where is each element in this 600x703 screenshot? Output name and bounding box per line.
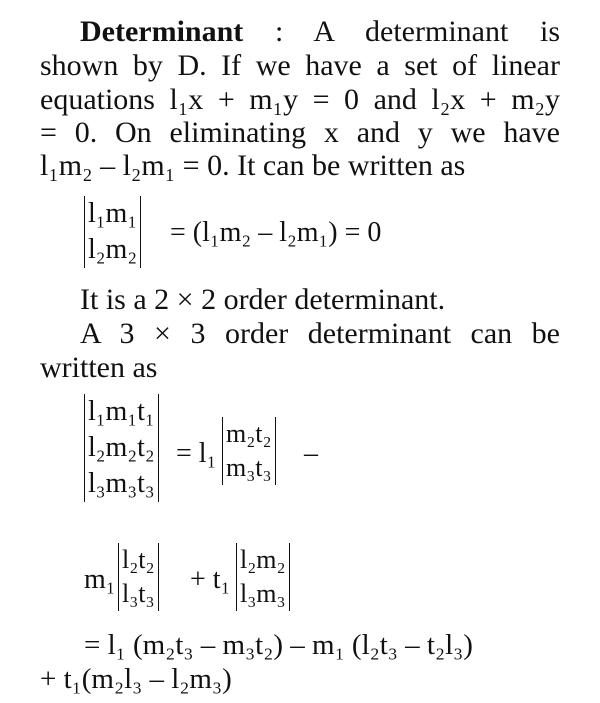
plus-t1: + t₁: [190, 564, 231, 595]
definition-line-3: equations l₁x + m₁y = 0 and l₂x + m₂y: [40, 83, 560, 116]
determinant-heading: Determinant: [80, 15, 244, 48]
order-2-statement: It is a 2 × 2 order determinant.: [80, 283, 446, 316]
minor-3-row-1: l₂m₂: [240, 545, 286, 574]
det3-row-2: l₂m₂t₂: [88, 432, 155, 463]
det3-row-3: l₃m₃t₃: [88, 468, 155, 499]
definition-text: A determinant is: [313, 15, 560, 48]
definition-line-5: l₁m₂ – l₂m₁ = 0. It can be written as: [40, 149, 466, 182]
coefficient-m1: m₁: [84, 564, 116, 595]
determinant-2x2: [84, 196, 141, 268]
det2-row-2: l₂m₂: [88, 234, 138, 265]
order-3-statement-end: written as: [40, 351, 158, 384]
minor-1: [222, 417, 276, 485]
definition-line-2: shown by D. If we have a set of linear: [40, 49, 560, 82]
expansion-result-line-1: = l₁ (m₂t₃ – m₃t₂) – m₁ (l₂t₃ – t₂l₃): [84, 629, 473, 661]
minor-2-row-2: l₃t₃: [122, 579, 155, 608]
minor-1-row-1: m₂t₂: [226, 419, 272, 448]
heading-colon: :: [243, 15, 314, 48]
minor-2: [118, 543, 159, 611]
det2-row-1: l₁m₁: [88, 198, 138, 229]
minor-1-row-2: m₃t₃: [226, 453, 272, 482]
order-3-statement: A 3 × 3 order determinant can be: [80, 317, 560, 350]
minus-sign: –: [304, 438, 318, 469]
det3-row-1: l₁m₁t₁: [88, 396, 155, 427]
minor-2-row-1: l₂t₂: [122, 545, 155, 574]
expansion-result-line-2: + t₁(m₂l₃ – l₂m₃): [40, 663, 232, 695]
det3-equals-l1: = l₁: [176, 438, 217, 469]
det2-expansion: = (l₁m₂ – l₂m₁) = 0: [170, 217, 382, 248]
minor-3: [236, 543, 290, 611]
determinant-3x3: [84, 394, 159, 502]
definition-line-4: = 0. On eliminating x and y we have: [40, 116, 560, 149]
minor-3-row-2: l₃m₃: [240, 579, 286, 608]
definition-first-line: [80, 16, 560, 48]
